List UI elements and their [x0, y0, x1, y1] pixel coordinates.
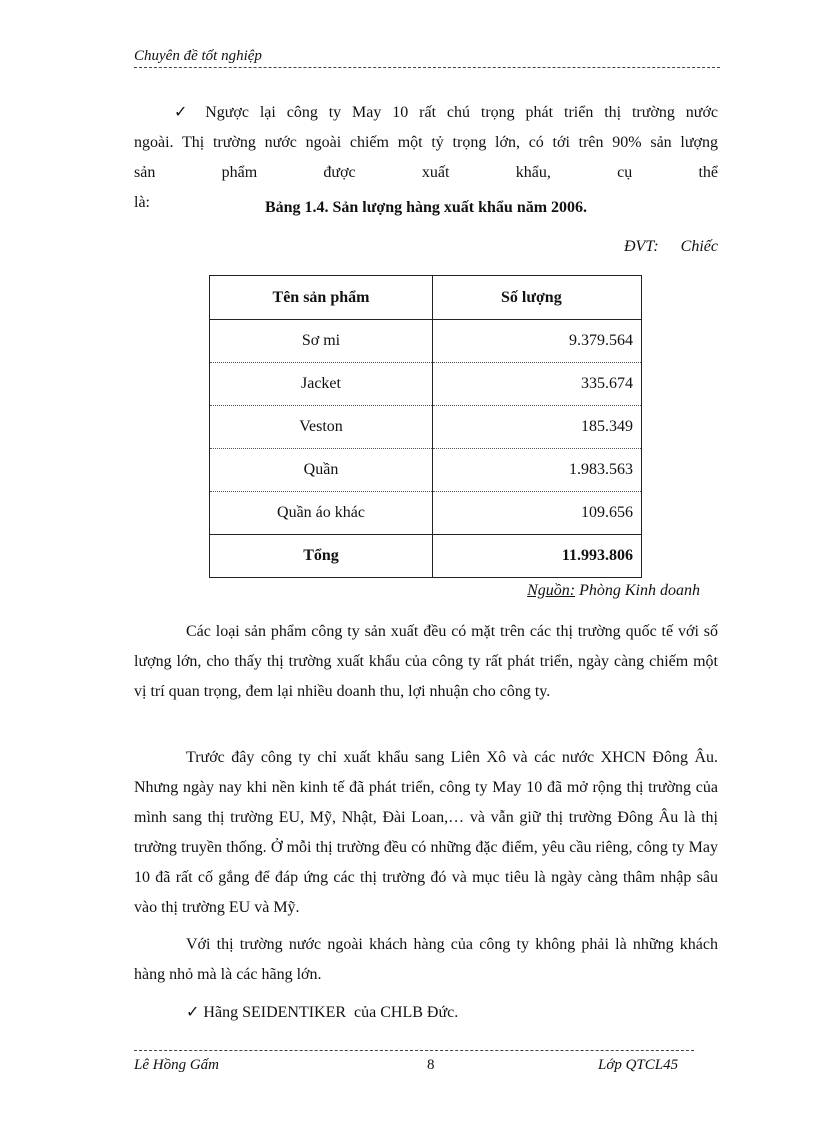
table-row	[210, 492, 642, 535]
row-product: Veston	[210, 406, 433, 449]
check-icon: ✓	[186, 1004, 200, 1021]
col-header-quantity: Số lượng	[433, 276, 642, 320]
table-row	[210, 320, 642, 363]
intro-line-2: ngoài. Thị trường nước ngoài chiếm một tỷ trọng lớn, có tới trên 90% sản lượng	[134, 134, 718, 151]
total-label: Tổng	[210, 535, 433, 578]
table-total-row	[210, 535, 642, 578]
row-product: Sơ mi	[210, 320, 433, 363]
page-header	[134, 48, 720, 68]
footer-divider	[134, 1050, 694, 1051]
col-header-product: Tên sản phẩm	[210, 276, 433, 320]
total-quantity: 11.993.806	[433, 535, 642, 578]
check-icon: ✓	[174, 104, 195, 121]
page-number: 8	[427, 1057, 435, 1073]
row-product: Jacket	[210, 363, 433, 406]
row-quantity: 109.656	[433, 492, 642, 535]
intro-line-1: ✓ Ngược lại công ty May 10 rất chú trọng phát triển thị trường nước	[174, 104, 719, 121]
body-paragraph: Các loại sản phẩm công ty sản xuất đều có mặt trên các thị trường quốc tế với số lượng lớn, cho thấy thị trường xuất khẩu của công ty rất phát triển, ngày càng chiếm một vị trí quan trọng, đem lại nhiều doanh thu, lợi nhuận cho công ty.	[134, 623, 718, 700]
table-source: Nguồn: Phòng Kinh doanh	[527, 582, 700, 599]
table-row	[210, 449, 642, 492]
row-quantity: 1.983.563	[433, 449, 642, 492]
footer-author: Lê Hồng Gấm	[134, 1057, 219, 1073]
table-row	[210, 406, 642, 449]
row-product: Quần	[210, 449, 433, 492]
row-quantity: 185.349	[433, 406, 642, 449]
body-paragraph: Với thị trường nước ngoài khách hàng của công ty không phải là những khách hàng nhỏ mà là các hãng lớn.	[134, 936, 718, 983]
footer-class: Lớp QTCL45	[598, 1057, 679, 1073]
table-caption: Bảng 1.4. Sản lượng hàng xuất khẩu năm 2006.	[264, 199, 588, 216]
unit-label: ĐVT: Chiếc	[624, 238, 718, 255]
body-paragraph: Trước đây công ty chỉ xuất khẩu sang Liên Xô và các nước XHCN Đông Âu. Nhưng ngày nay khi nền kinh tế đã phát triển, công ty May 10 đã mở rộng thị trường của mình sang thị trường EU, Mỹ, Nhật, Đài Loan,… và vẫn giữ thị trường Đông Âu là thị trường truyền thống. Ở mỗi thị trường đều có những đặc điểm, yêu cầu riêng, công ty May 10 đã rất cố gắng để đáp ứng các thị trường đó và mục tiêu là ngày càng thâm nhập sâu vào thị trường EU và Mỹ.	[134, 749, 718, 916]
export-volume-table	[209, 275, 642, 578]
intro-line-3: sản phẩm được xuất khẩu, cụ thể là:	[134, 164, 718, 211]
header-title: Chuyên đề tốt nghiệp	[134, 48, 262, 64]
row-quantity: 335.674	[433, 363, 642, 406]
row-product: Quần áo khác	[210, 492, 433, 535]
row-quantity: 9.379.564	[433, 320, 642, 363]
bullet-item: ✓ Hãng SEIDENTIKER của CHLB Đức.	[186, 1004, 459, 1021]
table-header-row	[210, 276, 642, 320]
table-row	[210, 363, 642, 406]
